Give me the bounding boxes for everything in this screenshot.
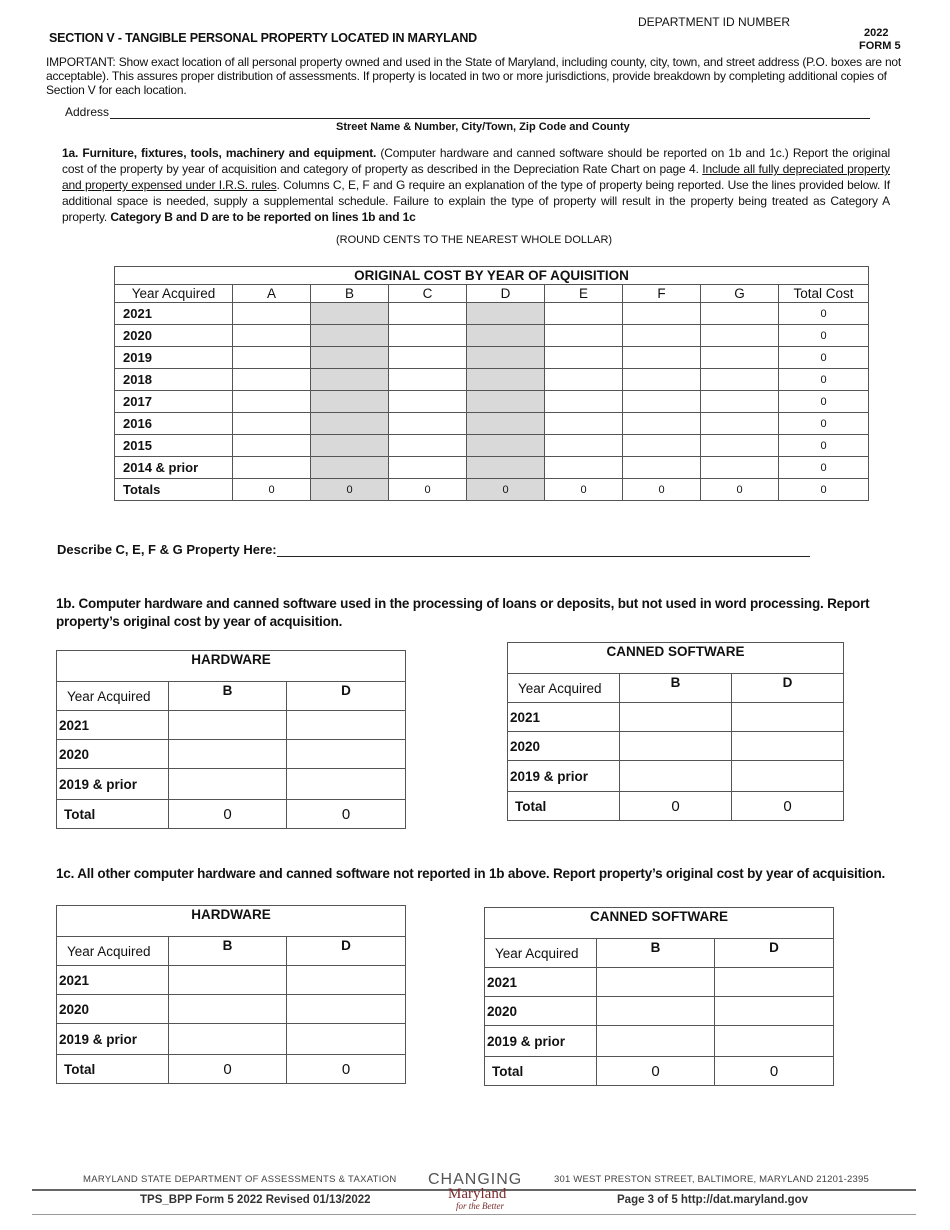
col-header-d: D: [287, 937, 406, 966]
row-year: 2019 & prior: [57, 1024, 169, 1055]
table-row: [115, 303, 869, 325]
cell-input[interactable]: [623, 325, 701, 347]
table-row: [115, 435, 869, 457]
year-acquired-label: Year Acquired: [57, 682, 169, 711]
section-title: SECTION V - TANGIBLE PERSONAL PROPERTY LOCATED IN MARYLAND: [49, 31, 478, 45]
cell-input[interactable]: [287, 711, 406, 740]
cell-input[interactable]: [287, 966, 406, 995]
row-year: 2021: [57, 966, 169, 995]
cell-input[interactable]: [545, 325, 623, 347]
cell-shaded: [467, 369, 545, 391]
col-header-f: F: [623, 285, 701, 303]
cell-input[interactable]: [545, 391, 623, 413]
cell-input[interactable]: [701, 391, 779, 413]
cell-shaded: [467, 391, 545, 413]
cell-input[interactable]: [389, 413, 467, 435]
cell-input[interactable]: [701, 347, 779, 369]
cell-input[interactable]: [597, 997, 715, 1026]
table-row: [115, 391, 869, 413]
table-row: [115, 347, 869, 369]
cell-input[interactable]: [701, 413, 779, 435]
row-year: 2021: [485, 968, 597, 997]
logo-changing: CHANGING: [428, 1171, 523, 1188]
total-label: Total: [485, 1057, 597, 1086]
row-total: 0: [779, 325, 869, 347]
footer-address: 301 WEST PRESTON STREET, BALTIMORE, MARYLAND 21201-2395: [554, 1174, 869, 1185]
total-d: 0: [467, 479, 545, 501]
total-b: 0: [169, 800, 287, 829]
software-title: CANNED SOFTWARE: [508, 643, 844, 674]
col-header-g: G: [701, 285, 779, 303]
form-year: 2022: [864, 27, 889, 39]
section-1b-instructions: 1b. Computer hardware and canned software used in the processing of loans or deposits, but not used in word processing. Report property’s original cost by year of acquisition.: [56, 596, 870, 629]
row-total: 0: [779, 391, 869, 413]
col-header-b: B: [597, 939, 715, 968]
cell-shaded: [467, 435, 545, 457]
cell-input[interactable]: [623, 303, 701, 325]
cell-input[interactable]: [623, 391, 701, 413]
row-year: 2020: [485, 997, 597, 1026]
address-input-line[interactable]: [110, 118, 870, 119]
footer-page-info: Page 3 of 5 http://dat.maryland.gov: [617, 1194, 809, 1206]
form-number: FORM 5: [859, 40, 901, 52]
total-label: Total: [57, 800, 169, 829]
cell-shaded: [311, 391, 389, 413]
table-row: [115, 325, 869, 347]
row-total: 0: [779, 435, 869, 457]
cell-input[interactable]: [623, 369, 701, 391]
total-cost: 0: [779, 479, 869, 501]
cell-input[interactable]: [715, 968, 834, 997]
cell-input[interactable]: [545, 435, 623, 457]
cell-shaded: [311, 435, 389, 457]
row-year: 2019 & prior: [57, 769, 169, 800]
cell-input[interactable]: [287, 769, 406, 800]
row-year: 2020: [57, 740, 169, 769]
cell-input[interactable]: [169, 966, 287, 995]
total-b: 0: [311, 479, 389, 501]
row-year: 2021: [115, 303, 233, 325]
total-b: 0: [169, 1055, 287, 1084]
cell-input[interactable]: [233, 347, 311, 369]
cell-input[interactable]: [545, 413, 623, 435]
cell-input[interactable]: [545, 303, 623, 325]
total-g: 0: [701, 479, 779, 501]
year-acquired-label: Year Acquired: [485, 939, 597, 968]
cell-input[interactable]: [545, 347, 623, 369]
cell-input[interactable]: [287, 1024, 406, 1055]
row-total: 0: [779, 303, 869, 325]
row-total: 0: [779, 347, 869, 369]
round-note: (ROUND CENTS TO THE NEAREST WHOLE DOLLAR): [336, 234, 613, 246]
footer-bottom-divider: [32, 1214, 916, 1215]
department-id-label: DEPARTMENT ID NUMBER: [638, 15, 791, 29]
total-f: 0: [623, 479, 701, 501]
cell-shaded: [467, 413, 545, 435]
row-year: 2020: [115, 325, 233, 347]
cell-shaded: [311, 413, 389, 435]
row-year: 2019: [115, 347, 233, 369]
section-1a-bold-end: Category B and D are to be reported on lines 1b and 1c: [110, 210, 416, 224]
col-header-a: A: [233, 285, 311, 303]
total-e: 0: [545, 479, 623, 501]
section-1c-hardware-table: [56, 905, 406, 1084]
original-cost-table: [114, 266, 869, 501]
cell-input[interactable]: [389, 325, 467, 347]
totals-row: [115, 479, 869, 501]
cell-shaded: [467, 325, 545, 347]
cell-shaded: [467, 457, 545, 479]
cell-input[interactable]: [389, 435, 467, 457]
describe-label: Describe C, E, F & G Property Here:: [57, 542, 277, 557]
cell-input[interactable]: [233, 391, 311, 413]
section-1c-instructions: 1c. All other computer hardware and canned software not reported in 1b above. Report property’s original cost by year of acquisition.: [56, 866, 886, 881]
total-d: 0: [287, 800, 406, 829]
footer-form-id: TPS_BPP Form 5 2022 Revised 01/13/2022: [140, 1194, 371, 1206]
cell-shaded: [311, 325, 389, 347]
cell-shaded: [311, 369, 389, 391]
cell-input[interactable]: [701, 325, 779, 347]
cell-shaded: [467, 347, 545, 369]
cell-input[interactable]: [389, 347, 467, 369]
totals-label: Totals: [115, 479, 233, 501]
cell-input[interactable]: [389, 369, 467, 391]
total-c: 0: [389, 479, 467, 501]
software-title: CANNED SOFTWARE: [485, 908, 834, 939]
cell-input[interactable]: [169, 769, 287, 800]
table-title: ORIGINAL COST BY YEAR OF AQUISITION: [115, 267, 869, 285]
row-year: 2021: [57, 711, 169, 740]
total-b: 0: [620, 792, 732, 821]
section-1b-software-table: [507, 642, 844, 821]
cell-input[interactable]: [287, 995, 406, 1024]
cell-input[interactable]: [701, 435, 779, 457]
hardware-title: HARDWARE: [57, 651, 406, 682]
row-year: 2019 & prior: [508, 761, 620, 792]
cell-input[interactable]: [169, 1024, 287, 1055]
cell-input[interactable]: [623, 347, 701, 369]
cell-shaded: [311, 457, 389, 479]
cell-input[interactable]: [623, 435, 701, 457]
row-year: 2021: [508, 703, 620, 732]
col-header-d: D: [287, 682, 406, 711]
total-d: 0: [732, 792, 844, 821]
table-row: [115, 413, 869, 435]
section-1a-text1: (Computer hardware and canned software should be reported on 1b and 1c.) Report the original cost of the property by year of acquisition and category of property as described in the Depreciation Rate Chart on page 4.: [62, 146, 890, 176]
section-1a-lead: 1a. Furniture, fixtures, tools, machinery and equipment.: [62, 146, 377, 160]
section-1b-hardware-table: [56, 650, 406, 829]
row-year: 2015: [115, 435, 233, 457]
col-header-e: E: [545, 285, 623, 303]
col-header-b: B: [311, 285, 389, 303]
row-total: 0: [779, 457, 869, 479]
row-year: 2019 & prior: [485, 1026, 597, 1057]
row-year: 2017: [115, 391, 233, 413]
section-1a-text2: . Columns C, E, F and G require an explanation of the type of property being reported. Use the lines provided below. If additional space is needed, supply a supplemental schedule. Failure to explain the type of property will result in the property being treated as Category A property.: [62, 178, 890, 224]
cell-input[interactable]: [389, 303, 467, 325]
cell-input[interactable]: [715, 997, 834, 1026]
cell-input[interactable]: [233, 413, 311, 435]
cell-input[interactable]: [287, 740, 406, 769]
total-a: 0: [233, 479, 311, 501]
row-year: 2018: [115, 369, 233, 391]
col-header-d: D: [715, 939, 834, 968]
cell-input[interactable]: [732, 761, 844, 792]
cell-input[interactable]: [389, 457, 467, 479]
table-row: [115, 457, 869, 479]
cell-input[interactable]: [620, 761, 732, 792]
cell-input[interactable]: [715, 1026, 834, 1057]
table-header-row: [115, 285, 869, 303]
cell-shaded: [311, 347, 389, 369]
col-header-d: D: [467, 285, 545, 303]
cell-input[interactable]: [233, 325, 311, 347]
cell-input[interactable]: [701, 457, 779, 479]
col-header-b: B: [620, 674, 732, 703]
cell-input[interactable]: [623, 457, 701, 479]
hardware-title: HARDWARE: [57, 906, 406, 937]
cell-input[interactable]: [233, 435, 311, 457]
row-year: 2020: [508, 732, 620, 761]
col-header-b: B: [169, 682, 287, 711]
cell-input[interactable]: [623, 413, 701, 435]
cell-shaded: [467, 303, 545, 325]
cell-input[interactable]: [169, 740, 287, 769]
cell-input[interactable]: [597, 1026, 715, 1057]
address-label: Address: [65, 105, 110, 119]
cell-input[interactable]: [545, 457, 623, 479]
logo-maryland: Maryland: [448, 1186, 507, 1202]
total-d: 0: [715, 1057, 834, 1086]
cell-input[interactable]: [233, 457, 311, 479]
year-acquired-label: Year Acquired: [57, 937, 169, 966]
row-year: 2020: [57, 995, 169, 1024]
row-total: 0: [779, 369, 869, 391]
cell-input[interactable]: [169, 995, 287, 1024]
row-year: 2014 & prior: [115, 457, 233, 479]
logo-tagline: for the Better: [456, 1201, 504, 1211]
total-b: 0: [597, 1057, 715, 1086]
describe-input-line[interactable]: [277, 556, 810, 557]
cell-input[interactable]: [389, 391, 467, 413]
cell-input[interactable]: [732, 732, 844, 761]
table-row: [115, 369, 869, 391]
cell-input[interactable]: [169, 711, 287, 740]
important-notice: IMPORTANT: Show exact location of all personal property owned and used in the State of Maryland, including county, city, town, and street address (P.O. boxes are not acceptable). This assures proper distribution of assessments. If property is located in two or more jurisdictions, provide breakdown by completing additional copies of Section V for each location.: [46, 55, 902, 97]
col-header-c: C: [389, 285, 467, 303]
section-1a-instructions: [62, 145, 890, 225]
total-label: Total: [57, 1055, 169, 1084]
footer-agency: MARYLAND STATE DEPARTMENT OF ASSESSMENTS & TAXATION: [83, 1174, 397, 1185]
cell-input[interactable]: [701, 303, 779, 325]
year-acquired-label: Year Acquired: [508, 674, 620, 703]
total-label: Total: [508, 792, 620, 821]
row-year: 2016: [115, 413, 233, 435]
cell-shaded: [311, 303, 389, 325]
cell-input[interactable]: [597, 968, 715, 997]
cell-input[interactable]: [233, 369, 311, 391]
cell-input[interactable]: [545, 369, 623, 391]
cell-input[interactable]: [620, 703, 732, 732]
col-header-d: D: [732, 674, 844, 703]
row-total: 0: [779, 413, 869, 435]
cell-input[interactable]: [233, 303, 311, 325]
section-1c-software-table: [484, 907, 834, 1086]
cell-input[interactable]: [620, 732, 732, 761]
cell-input[interactable]: [732, 703, 844, 732]
address-caption: Street Name & Number, City/Town, Zip Code and County: [336, 121, 630, 133]
col-header-total: Total Cost: [779, 285, 869, 303]
col-header-b: B: [169, 937, 287, 966]
section-1a-underlined: Include all fully depreciated property and property expensed under I.R.S. rules: [62, 162, 890, 192]
total-d: 0: [287, 1055, 406, 1084]
col-header-year: Year Acquired: [115, 285, 233, 303]
cell-input[interactable]: [701, 369, 779, 391]
